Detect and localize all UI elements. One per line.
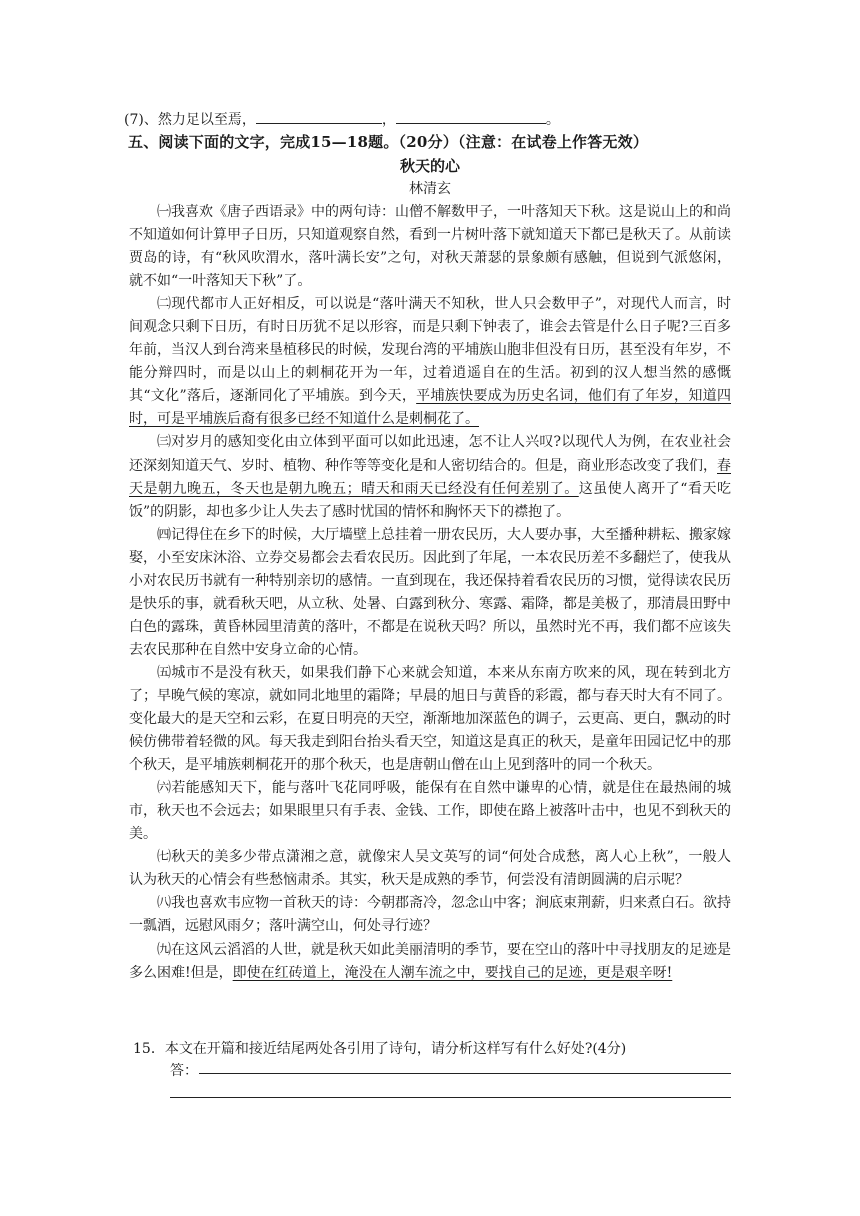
question-7-line bbox=[124, 108, 560, 130]
paragraph-2 bbox=[129, 293, 731, 431]
underlined-sentence-3: 即使在红砖道上，淹没在人潮车流之中，要找自己的足迹，更是艰辛呀! bbox=[232, 964, 673, 981]
paragraph-5: ㈤城市不是没有秋天，如果我们静下心来就会知道，本来从东南方吹来的风，现在转到北方了；早晚气候的寒凉，就如同北地里的霜降；早晨的旭日与黄昏的彩霞，都与春天时大有不同了。变化最大的是天空和云彩，在夏日明亮的天空，渐渐地加深蓝色的调子，云更高、更白，飘动的时候仿佛带着轻微的风。每天我走到阳台抬头看天空，知道这是真正的秋天，是童年田园记忆中的那个秋天，是平埔族刺桐花开的那个秋天，也是唐朝山僧在山上见到落叶的同一个秋天。 bbox=[129, 664, 731, 774]
answer-line-1[interactable] bbox=[199, 1073, 731, 1074]
paragraph-9 bbox=[129, 939, 731, 985]
article-title: 秋天的心 bbox=[399, 157, 460, 175]
paragraph-9-text: ㈨在这风云滔滔的人世，就是秋天如此美丽清明的季节，要在空山的落叶中寻找朋友的足迹是多么困难!但是， bbox=[129, 941, 731, 981]
sentence-end: 。 bbox=[545, 112, 560, 128]
article-body bbox=[129, 201, 731, 985]
question-7-text: (7)、然力足以至焉， bbox=[124, 112, 256, 128]
answer-blank-1[interactable] bbox=[256, 108, 382, 124]
answer-label: 答： bbox=[170, 1063, 198, 1079]
paragraph-8: ㈧我也喜欢韦应物一首秋天的诗：今朝郡斋冷，忽念山中客；涧底束荆薪，归来煮白石。欲持一瓢酒，远慰风雨夕；落叶满空山，何处寻行迹？ bbox=[129, 895, 731, 935]
paragraph-3 bbox=[129, 431, 731, 523]
underlined-sentence-2: 春天是朝九晚五，冬天也是朝九晚五；晴天和雨天已经没有任何差别了。 bbox=[129, 457, 731, 497]
blank-separator: ， bbox=[381, 112, 396, 128]
paragraph-4: ㈣记得住在乡下的时候，大厅墙壁上总挂着一册农民历，大人要办事，大至播种耕耘、搬家嫁娶，小至安床沐浴、立券交易都会去看农民历。因此到了年尾，一本农民历差不多翻烂了，使我从小对农民历书就有一种特别亲切的感情。一直到现在，我还保持着看农民历的习惯，觉得读农民历是快乐的事，就看秋天吧，从立秋、处暑、白露到秋分、寒露、霜降，都是美极了，那清晨田野中白色的露珠，黄昏林园里清黄的落叶，不都是在说秋天吗？所以，虽然时光不再，我们都不应该失去农民那种在自然中安身立命的心情。 bbox=[129, 526, 731, 658]
paragraph-2-text: ㈡现代都市人正好相反，可以说是“落叶满天不知秋，世人只会数甲子”，对现代人而言，时间观念只剩下日历，有时日历犹不足以形容，而是只剩下钟表了，谁会去管是什么日子呢?三百多年前，当汉人到台湾来垦植移民的时候，发现台湾的平埔族山胞非但没有日历，甚至没有年岁，不能分辩四时，而是以山上的刺桐花开为一年，过着逍遥自在的生活。初到的汉人想当然的感慨其“文化”落后，逐渐同化了平埔族。到今天， bbox=[129, 296, 731, 405]
paragraph-6: ㈥若能感知天下，能与落叶飞花同呼吸，能保有在自然中谦卑的心情，就是住在最热闹的城市，秋天也不会远去；如果眼里只有手表、金钱、工作，即使在路上被落叶击中，也见不到秋天的美。 bbox=[129, 780, 731, 843]
article-author: 林清玄 bbox=[409, 181, 451, 197]
paragraph-3-text-b: 这虽使人离开了“看天吃饭”的阴影，却也多少让人失去了感时忧国的情怀和胸怀天下的襟抱了。 bbox=[129, 480, 731, 520]
underlined-sentence-1: 平埔族快要成为历史名词，他们有了年岁，知道四时，可是平埔族后裔有很多已经不知道什么是刺桐花了。 bbox=[129, 388, 731, 428]
answer-line-2[interactable] bbox=[170, 1097, 731, 1098]
answer-blank-2[interactable] bbox=[396, 108, 546, 124]
section-heading: 五、阅读下面的文字，完成15—18题。（20分）（注意：在试卷上作答无效） bbox=[128, 133, 649, 151]
paragraph-7: ㈦秋天的美多少带点潇湘之意，就像宋人吴文英写的词“何处合成愁，离人心上秋”，一般人认为秋天的心情会有些愁恼肃杀。其实，秋天是成熟的季节，何尝没有清朗圆满的启示呢？ bbox=[129, 849, 731, 889]
paragraph-1: ㈠我喜欢《唐子西语录》中的两句诗：山僧不解数甲子，一叶落知天下秋。这是说山上的和尚不知道如何计算甲子日历，只知道观察自然，看到一片树叶落下就知道天下都已是秋天了。从前读贾岛的诗，有“秋风吹渭水，落叶满长安”之句，对秋天萧瑟的景象颇有感触，但说到气派悠闲，就不如“一叶落知天下秋”了。 bbox=[129, 204, 731, 290]
paragraph-3-text-a: ㈢对岁月的感知变化由立体到平面可以如此迅速，怎不让人兴叹?以现代人为例，在农业社会还深刻知道天气、岁时、植物、种作等等变化是和人密切结合的。但是，商业形态改变了我们， bbox=[129, 434, 731, 474]
question-15: 15．本文在开篇和接近结尾两处各引用了诗句，请分析这样写有什么好处?(4分) bbox=[133, 1041, 627, 1057]
